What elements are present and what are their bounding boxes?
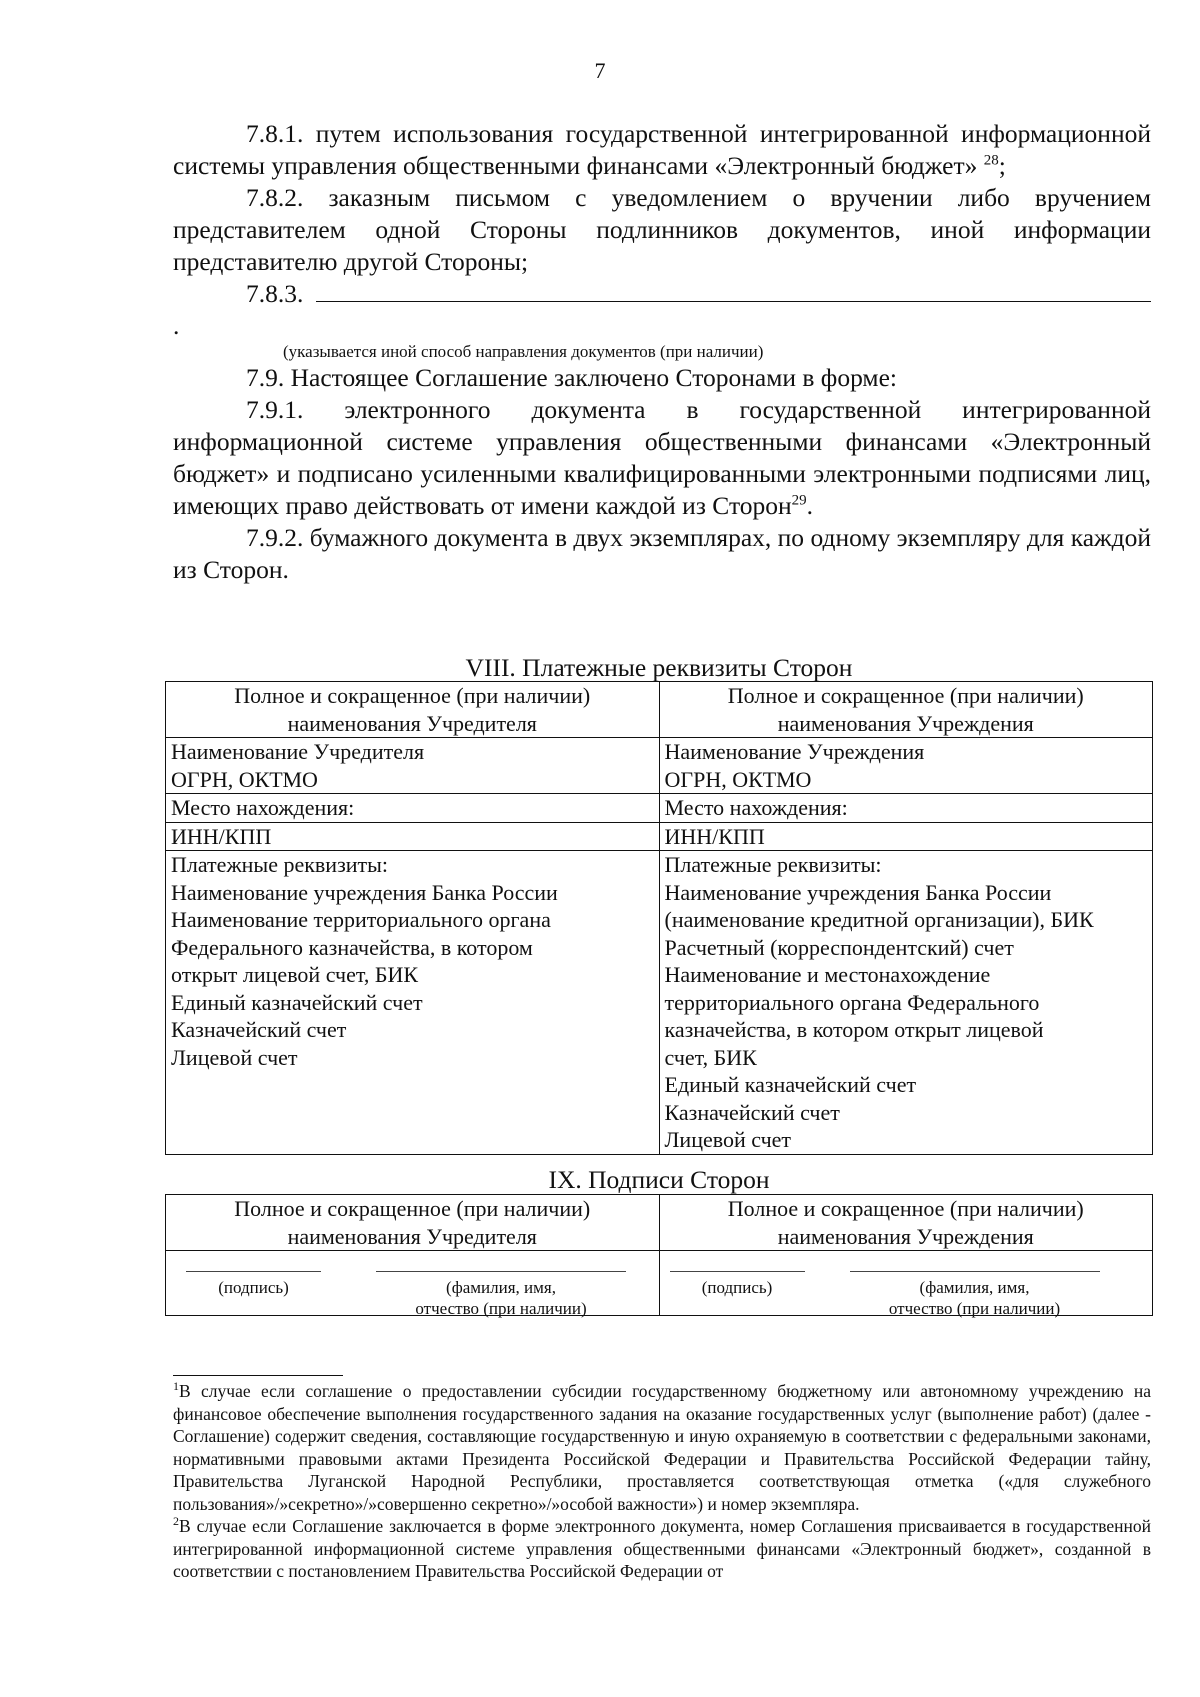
clause-number: 7.8.2. <box>246 183 304 212</box>
paragraph-7-8-1 <box>173 118 1151 182</box>
cell-line: открыт лицевой счет, БИК <box>171 962 419 987</box>
founder-signature-cell <box>166 1251 660 1316</box>
table-row <box>166 822 1153 851</box>
cell-line: Казначейский счет <box>664 1099 840 1125</box>
cell-line: Наименование учреждения Банка России <box>171 879 558 905</box>
signatures-table <box>165 1194 1153 1316</box>
name-label-line: (фамилия, имя, <box>919 1278 1030 1297</box>
clause-text: заказным письмом с уведомлением о вручении либо вручением представителем одной Стороны подлинников документов, иной информации представителю другой Стороны; <box>173 183 1151 276</box>
cell-line: счет, БИК <box>664 1044 757 1070</box>
cell-line: Единый казначейский счет <box>664 1072 917 1097</box>
header-line: Полное и сокращенное (при наличии) <box>234 683 591 708</box>
name-label-line: (фамилия, имя, <box>446 1278 556 1297</box>
section-9-title: IX. Подписи Сторон <box>548 1165 770 1194</box>
header-line: Полное и сокращенное (при наличии) <box>727 683 1084 708</box>
signature-line <box>186 1271 321 1272</box>
clause-tail: ; <box>998 151 1006 180</box>
cell-line: ОГРН, ОКТМО <box>171 766 318 792</box>
clause-tail: . <box>806 491 814 520</box>
payment-details-table <box>165 681 1153 1155</box>
clause-number: 7.9.1. <box>246 395 304 424</box>
institution-signature-cell <box>659 1251 1153 1316</box>
founder-payment-cell <box>166 851 660 1155</box>
founder-inn-cell: ИНН/КПП <box>166 822 660 851</box>
paragraph-7-9-1 <box>173 394 1151 522</box>
header-line: наименования Учреждения <box>777 710 1034 736</box>
cell-line: Наименование учреждения Банка России <box>664 879 1052 905</box>
section-8-title: VIII. Платежные реквизиты Сторон <box>465 653 853 682</box>
signature-label: (подпись) <box>218 1278 289 1297</box>
institution-name-cell <box>659 738 1153 794</box>
footnote-mark: 2 <box>173 1514 179 1529</box>
cell-line: (наименование кредитной организации), БИК <box>664 907 1094 932</box>
footnote-mark: 1 <box>173 1379 179 1394</box>
footnote-ref: 28 <box>983 152 999 169</box>
header-line: Полное и сокращенное (при наличии) <box>234 1196 591 1221</box>
clause-number: 7.9.2. <box>246 523 304 552</box>
cell-line: ОГРН, ОКТМО <box>664 766 812 792</box>
clause-number: 7.8.3. <box>246 279 304 308</box>
header-line: наименования Учреждения <box>777 1223 1034 1249</box>
signature-label: (подпись) <box>701 1278 773 1297</box>
signature-line <box>670 1271 805 1272</box>
footnote-ref: 29 <box>791 492 807 509</box>
founder-name-cell <box>166 738 660 794</box>
footnotes <box>173 1380 1151 1583</box>
clause-text: путем использования государственной интегрированной информационной системы управления общественными финансами «Электронный бюджет» <box>173 119 1151 180</box>
header-line: Полное и сокращенное (при наличии) <box>727 1196 1084 1221</box>
table-row <box>166 682 1153 738</box>
clause-tail: . <box>173 311 180 340</box>
cell-line: Единый казначейский счет <box>171 989 423 1015</box>
clause-number: 7.8.1. <box>246 119 304 148</box>
name-line <box>850 1271 1100 1272</box>
paragraph-7-9-2 <box>173 522 1151 586</box>
page-number: 7 <box>594 58 606 83</box>
table-row <box>166 794 1153 823</box>
name-label <box>850 1277 1100 1319</box>
fill-in-line <box>316 279 1151 302</box>
name-label-line: отчество (при наличии) <box>415 1299 587 1318</box>
institution-header <box>659 682 1153 738</box>
body-text <box>173 118 1151 586</box>
cell-line: Наименование Учреждения <box>664 739 925 764</box>
table-row <box>166 738 1153 794</box>
founder-header <box>166 682 660 738</box>
clause-text: электронного документа в государственной интегрированной информационной системе управления общественными финансами «Электронный бюджет» и подписано усиленными квалифицированными электронными подписями лиц, имеющих право действовать от имени каждой из Сторон <box>173 395 1151 520</box>
cell-line: Платежные реквизиты: <box>171 852 389 877</box>
fill-in-hint: (указывается иной способ направления документов (при наличии) <box>283 342 764 361</box>
paragraph-7-9: 7.9. Настоящее Соглашение заключено Сторонами в форме: <box>246 363 897 392</box>
cell-line: казначейства, в котором открыт лицевой <box>664 1017 1044 1042</box>
footnote-1 <box>173 1380 1151 1515</box>
cell-line: Лицевой счет <box>171 1044 298 1070</box>
paragraph-7-8-3 <box>173 278 1151 342</box>
institution-inn-cell: ИНН/КПП <box>659 822 1153 851</box>
cell-line: Расчетный (корреспондентский) счет <box>664 934 1014 960</box>
cell-line: Наименование и местонахождение <box>664 962 991 987</box>
footnote-text: В случае если Соглашение заключается в форме электронного документа, номер Соглашения присваивается в государственной интегрированной информационной системе управления общественными финансами «Электронный бюджет», созданной в соответствии с постановлением Правительства Российской Федерации от <box>173 1516 1151 1581</box>
institution-payment-cell <box>659 851 1153 1155</box>
cell-line: Федерального казначейства, в котором <box>171 934 533 960</box>
institution-header <box>659 1195 1153 1251</box>
cell-line: Лицевой счет <box>664 1127 792 1152</box>
name-label-line: отчество (при наличии) <box>888 1299 1061 1318</box>
footnote-separator <box>173 1375 343 1376</box>
name-label <box>376 1277 626 1319</box>
table-row <box>166 1195 1153 1251</box>
cell-line: Наименование территориального органа <box>171 907 551 932</box>
founder-location-cell: Место нахождения: <box>166 794 660 823</box>
institution-location-cell: Место нахождения: <box>659 794 1153 823</box>
header-line: наименования Учредителя <box>287 1223 537 1249</box>
clause-text: бумажного документа в двух экземплярах, по одному экземпляру для каждой из Сторон. <box>173 523 1152 584</box>
name-line <box>376 1271 626 1272</box>
table-row <box>166 1251 1153 1316</box>
table-row <box>166 851 1153 1155</box>
footnote-text: В случае если соглашение о предоставлении субсидии государственному бюджетному или автономному учреждению на финансовое обеспечение выполнения государственного задания на оказание государственных услуг (выполнение работ) (далее - Соглашение) содержит сведения, составляющие государственную и иную охраняемую в соответствии с федеральными законами, нормативными правовыми актами Президента Российской Федерации и Правительства Российской Федерации тайну, Правительства Луганской Народной Республики, проставляется соответствующая отметка («для служебного пользования»/»секретно»/»совершенно секретно»/»особой важности») и номер экземпляра. <box>173 1381 1151 1514</box>
cell-line: Наименование Учредителя <box>171 739 425 764</box>
founder-header <box>166 1195 660 1251</box>
footnote-2 <box>173 1515 1151 1583</box>
paragraph-7-8-2 <box>173 182 1151 278</box>
header-line: наименования Учредителя <box>287 710 537 736</box>
cell-line: территориального органа Федерального <box>664 989 1040 1015</box>
cell-line: Казначейский счет <box>171 1017 347 1042</box>
cell-line: Платежные реквизиты: <box>664 852 882 877</box>
